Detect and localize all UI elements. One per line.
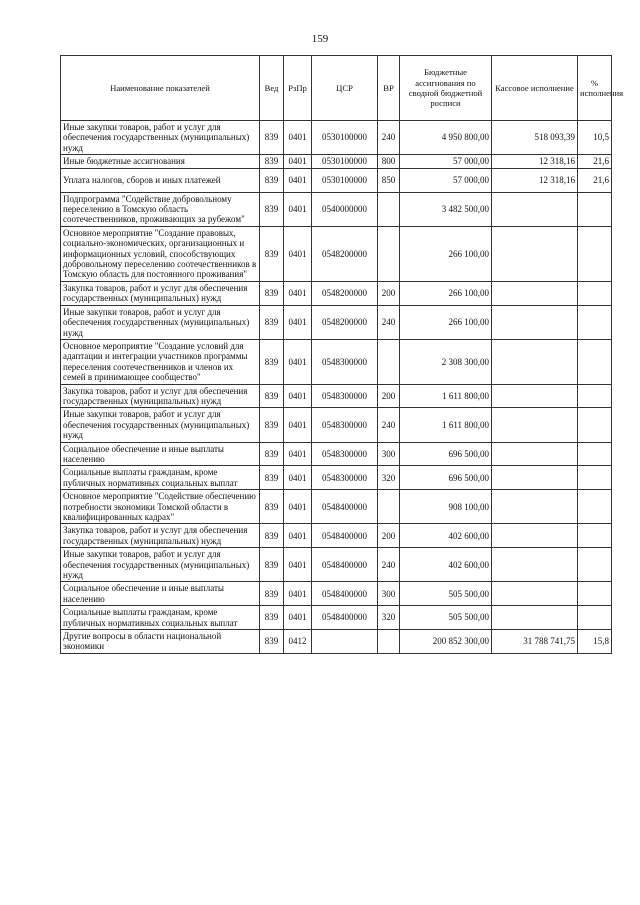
row-ved: 839 — [260, 490, 284, 524]
row-csr: 0548300000 — [312, 442, 378, 466]
row-vr: 200 — [378, 281, 400, 305]
row-ved: 839 — [260, 155, 284, 168]
row-name: Иные закупки товаров, работ и услуг для обеспечения государственных (муниципальных) нужд — [61, 408, 260, 442]
row-rzpr: 0401 — [284, 192, 312, 226]
row-ved: 839 — [260, 339, 284, 384]
header-rzpr: РзПр — [284, 56, 312, 121]
header-ved: Вед — [260, 56, 284, 121]
row-cash: 31 788 741,75 — [492, 630, 578, 654]
row-cash — [492, 226, 578, 281]
row-budget: 402 600,00 — [400, 548, 492, 582]
row-rzpr: 0401 — [284, 168, 312, 192]
row-vr: 240 — [378, 121, 400, 155]
row-name: Социальное обеспечение и иные выплаты населению — [61, 442, 260, 466]
row-cash — [492, 582, 578, 606]
row-vr: 320 — [378, 606, 400, 630]
row-csr: 0548200000 — [312, 226, 378, 281]
row-csr: 0548300000 — [312, 384, 378, 408]
row-vr: 320 — [378, 466, 400, 490]
row-vr: 300 — [378, 582, 400, 606]
table-row — [61, 490, 612, 524]
row-pct — [578, 442, 612, 466]
table-row — [61, 606, 612, 630]
row-ved: 839 — [260, 606, 284, 630]
row-rzpr: 0401 — [284, 524, 312, 548]
row-csr: 0548400000 — [312, 490, 378, 524]
row-rzpr: 0401 — [284, 606, 312, 630]
row-pct — [578, 490, 612, 524]
row-budget: 57 000,00 — [400, 168, 492, 192]
row-budget: 505 500,00 — [400, 582, 492, 606]
row-pct — [578, 281, 612, 305]
row-ved: 839 — [260, 192, 284, 226]
table-row — [61, 384, 612, 408]
row-name: Иные бюджетные ассигнования — [61, 155, 260, 168]
row-csr: 0548300000 — [312, 466, 378, 490]
row-pct: 10,5 — [578, 121, 612, 155]
row-vr: 300 — [378, 442, 400, 466]
table-row — [61, 466, 612, 490]
row-cash — [492, 408, 578, 442]
row-rzpr: 0401 — [284, 490, 312, 524]
table-row — [61, 305, 612, 339]
table-row — [61, 582, 612, 606]
row-vr: 240 — [378, 408, 400, 442]
row-budget: 908 100,00 — [400, 490, 492, 524]
row-pct — [578, 192, 612, 226]
row-ved: 839 — [260, 548, 284, 582]
row-cash — [492, 606, 578, 630]
row-pct: 15,8 — [578, 630, 612, 654]
row-cash: 12 318,16 — [492, 155, 578, 168]
row-pct — [578, 582, 612, 606]
row-vr: 850 — [378, 168, 400, 192]
row-budget: 1 611 800,00 — [400, 384, 492, 408]
row-rzpr: 0401 — [284, 305, 312, 339]
row-name: Социальные выплаты гражданам, кроме публичных нормативных социальных выплат — [61, 606, 260, 630]
row-name: Закупка товаров, работ и услуг для обеспечения государственных (муниципальных) нужд — [61, 384, 260, 408]
row-cash — [492, 339, 578, 384]
row-name: Закупка товаров, работ и услуг для обеспечения государственных (муниципальных) нужд — [61, 281, 260, 305]
row-csr: 0548200000 — [312, 281, 378, 305]
row-csr: 0548400000 — [312, 582, 378, 606]
row-cash — [492, 524, 578, 548]
row-rzpr: 0401 — [284, 226, 312, 281]
row-pct — [578, 524, 612, 548]
row-pct — [578, 305, 612, 339]
row-csr: 0530100000 — [312, 155, 378, 168]
row-budget: 402 600,00 — [400, 524, 492, 548]
row-rzpr: 0401 — [284, 548, 312, 582]
row-vr — [378, 192, 400, 226]
row-name: Закупка товаров, работ и услуг для обеспечения государственных (муниципальных) нужд — [61, 524, 260, 548]
row-rzpr: 0412 — [284, 630, 312, 654]
row-csr: 0548300000 — [312, 339, 378, 384]
row-ved: 839 — [260, 630, 284, 654]
row-ved: 839 — [260, 442, 284, 466]
row-csr: 0530100000 — [312, 121, 378, 155]
row-cash: 12 318,16 — [492, 168, 578, 192]
row-budget: 200 852 300,00 — [400, 630, 492, 654]
row-name: Основное мероприятие "Содействие обеспечению потребности экономики Томской области в квалифицированных кадрах" — [61, 490, 260, 524]
row-ved: 839 — [260, 226, 284, 281]
row-ved: 839 — [260, 168, 284, 192]
row-pct: 21,6 — [578, 168, 612, 192]
row-csr: 0548200000 — [312, 305, 378, 339]
row-cash: 518 093,39 — [492, 121, 578, 155]
row-ved: 839 — [260, 281, 284, 305]
row-name: Подпрограмма "Содействие добровольному переселению в Томскую область соотечественников, проживающих за рубежом" — [61, 192, 260, 226]
row-pct — [578, 548, 612, 582]
table-row — [61, 155, 612, 168]
row-pct — [578, 408, 612, 442]
table-row — [61, 339, 612, 384]
header-csr: ЦСР — [312, 56, 378, 121]
row-cash — [492, 548, 578, 582]
row-csr: 0548400000 — [312, 524, 378, 548]
row-rzpr: 0401 — [284, 155, 312, 168]
row-name: Другие вопросы в области национальной экономики — [61, 630, 260, 654]
row-name: Иные закупки товаров, работ и услуг для обеспечения государственных (муниципальных) нужд — [61, 121, 260, 155]
page-number: 159 — [311, 33, 329, 45]
row-rzpr: 0401 — [284, 384, 312, 408]
row-name: Социальные выплаты гражданам, кроме публичных нормативных социальных выплат — [61, 466, 260, 490]
table-row — [61, 121, 612, 155]
row-cash — [492, 192, 578, 226]
row-ved: 839 — [260, 408, 284, 442]
header-cash: Кассовое исполнение — [492, 56, 578, 121]
row-pct — [578, 226, 612, 281]
row-budget: 266 100,00 — [400, 226, 492, 281]
table-row — [61, 630, 612, 654]
row-ved: 839 — [260, 121, 284, 155]
row-pct — [578, 466, 612, 490]
row-rzpr: 0401 — [284, 442, 312, 466]
row-vr: 200 — [378, 524, 400, 548]
row-csr — [312, 630, 378, 654]
row-budget: 1 611 800,00 — [400, 408, 492, 442]
row-budget: 696 500,00 — [400, 466, 492, 490]
row-rzpr: 0401 — [284, 408, 312, 442]
row-budget: 57 000,00 — [400, 155, 492, 168]
table-row — [61, 548, 612, 582]
row-pct — [578, 339, 612, 384]
row-ved: 839 — [260, 524, 284, 548]
row-vr: 800 — [378, 155, 400, 168]
row-csr: 0548400000 — [312, 606, 378, 630]
row-cash — [492, 490, 578, 524]
row-ved: 839 — [260, 582, 284, 606]
row-rzpr: 0401 — [284, 121, 312, 155]
budget-table — [60, 55, 624, 654]
row-cash — [492, 281, 578, 305]
row-pct — [578, 606, 612, 630]
row-csr: 0548400000 — [312, 548, 378, 582]
row-cash — [492, 466, 578, 490]
table-row — [61, 442, 612, 466]
row-rzpr: 0401 — [284, 466, 312, 490]
row-rzpr: 0401 — [284, 582, 312, 606]
table-row — [61, 408, 612, 442]
row-budget: 4 950 800,00 — [400, 121, 492, 155]
row-ved: 839 — [260, 305, 284, 339]
header-vr: ВР — [378, 56, 400, 121]
row-csr: 0548300000 — [312, 408, 378, 442]
row-csr: 0540000000 — [312, 192, 378, 226]
row-vr — [378, 226, 400, 281]
header-budget: Бюджетные ассигнования по сводной бюджетной росписи — [400, 56, 492, 121]
row-rzpr: 0401 — [284, 281, 312, 305]
header-pct: % исполнения — [578, 56, 612, 121]
row-vr — [378, 339, 400, 384]
row-csr: 0530100000 — [312, 168, 378, 192]
header-row — [61, 56, 612, 121]
row-budget: 505 500,00 — [400, 606, 492, 630]
row-name: Иные закупки товаров, работ и услуг для обеспечения государственных (муниципальных) нужд — [61, 548, 260, 582]
row-ved: 839 — [260, 384, 284, 408]
row-budget: 3 482 500,00 — [400, 192, 492, 226]
row-name: Основное мероприятие "Создание правовых, социально-экономических, организационных и информационных условий, способствующих добровольному переселению соотечественников в Томскую область для постоянного проживания" — [61, 226, 260, 281]
row-budget: 266 100,00 — [400, 281, 492, 305]
row-pct — [578, 384, 612, 408]
table-row — [61, 168, 612, 192]
row-budget: 266 100,00 — [400, 305, 492, 339]
row-name: Основное мероприятие "Создание условий для адаптации и интеграции участников программы переселения соотечественников и членов их семей в принимающее сообщество" — [61, 339, 260, 384]
row-vr: 240 — [378, 305, 400, 339]
row-rzpr: 0401 — [284, 339, 312, 384]
row-cash — [492, 442, 578, 466]
table-row — [61, 226, 612, 281]
row-name: Социальное обеспечение и иные выплаты населению — [61, 582, 260, 606]
row-vr — [378, 630, 400, 654]
row-budget: 696 500,00 — [400, 442, 492, 466]
header-name: Наименование показателей — [61, 56, 260, 121]
table-row — [61, 281, 612, 305]
row-name: Уплата налогов, сборов и иных платежей — [61, 168, 260, 192]
row-cash — [492, 305, 578, 339]
row-vr: 200 — [378, 384, 400, 408]
row-vr: 240 — [378, 548, 400, 582]
table-row — [61, 524, 612, 548]
table-row — [61, 192, 612, 226]
row-budget: 2 308 300,00 — [400, 339, 492, 384]
row-ved: 839 — [260, 466, 284, 490]
row-pct: 21,6 — [578, 155, 612, 168]
row-name: Иные закупки товаров, работ и услуг для обеспечения государственных (муниципальных) нужд — [61, 305, 260, 339]
row-vr — [378, 490, 400, 524]
row-cash — [492, 384, 578, 408]
